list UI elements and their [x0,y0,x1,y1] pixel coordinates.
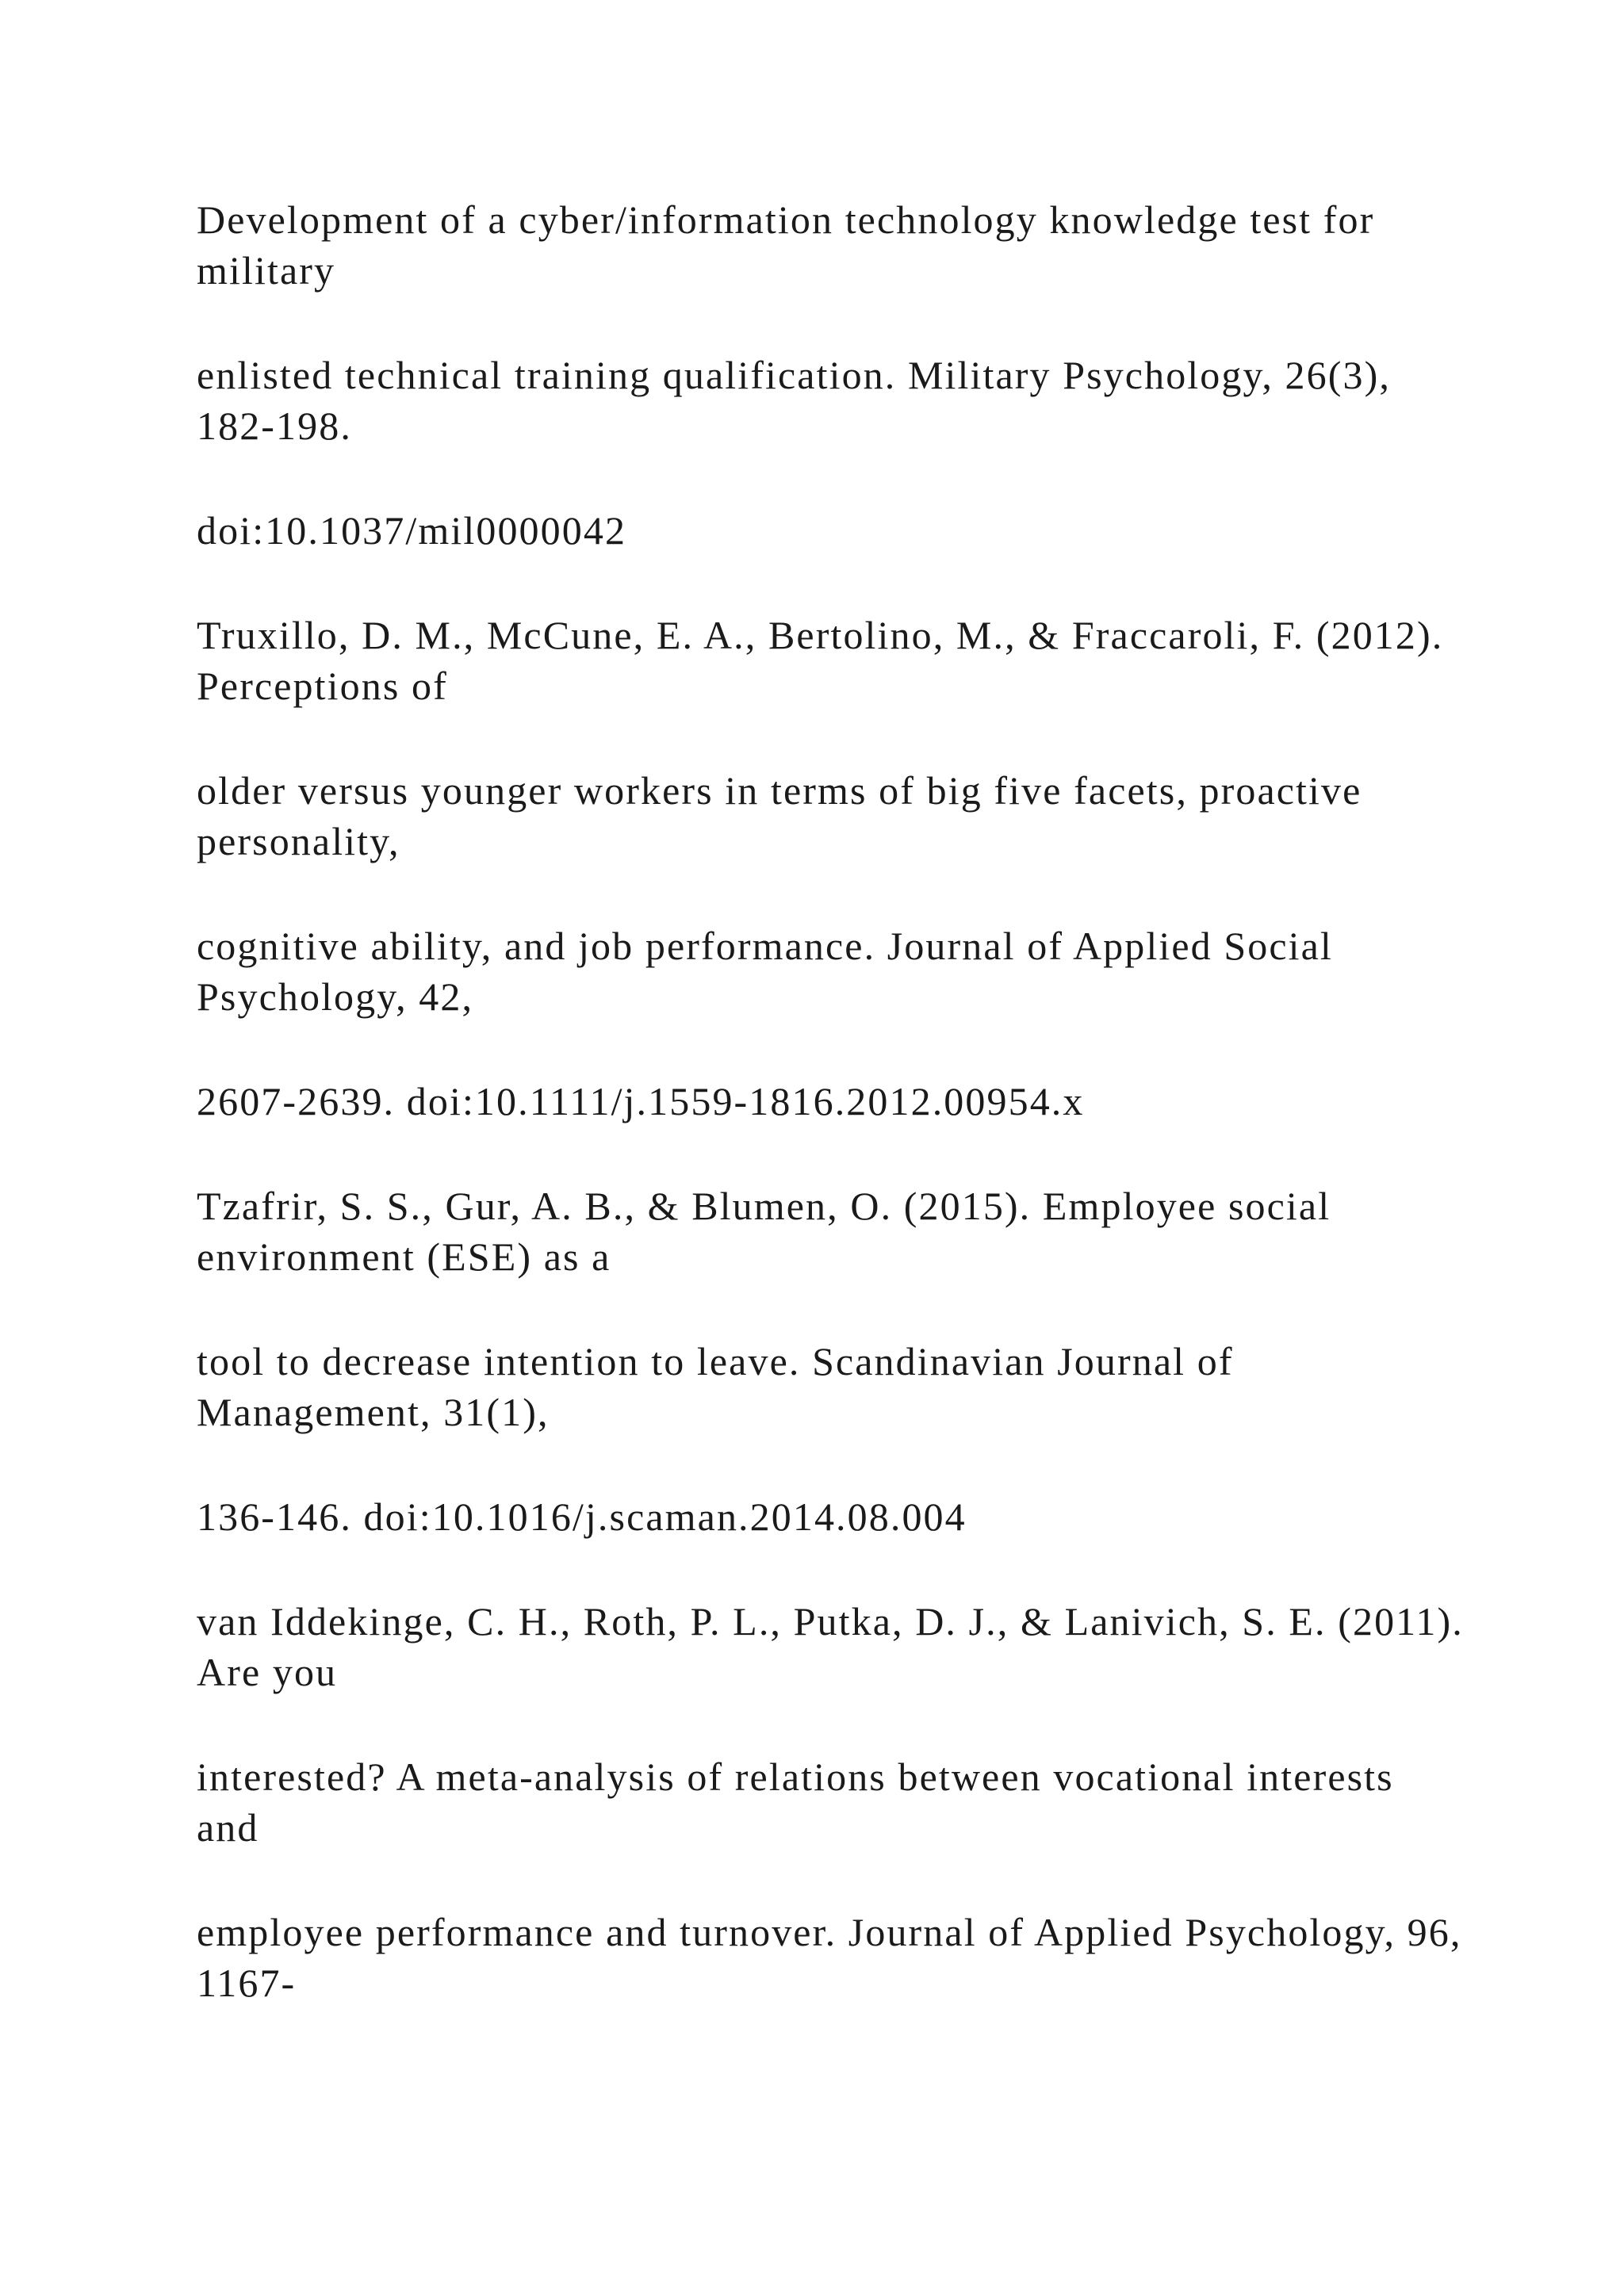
reference-line: cognitive ability, and job performance. Journal of Applied Social Psychology, 42, [197,924,1333,1019]
reference-line: van Iddekinge, C. H., Roth, P. L., Putka, D. J., & Lanivich, S. E. (2011). Are you [197,1599,1464,1694]
reference-line: tool to decrease intention to leave. Scandinavian Journal of Management, 31(1), [197,1339,1234,1434]
reference-line: Tzafrir, S. S., Gur, A. B., & Blumen, O. (2015). Employee social environment (ESE) as a [197,1184,1331,1279]
reference-line: 2607-2639. doi:10.1111/j.1559-1816.2012.00954.x [197,1079,1085,1123]
reference-list [197,194,1465,2062]
reference-line: employee performance and turnover. Journal of Applied Psychology, 96, 1167- [197,1910,1462,2005]
reference-line: Development of a cyber/information technology knowledge test for military [197,197,1375,293]
reference-line: Truxillo, D. M., McCune, E. A., Bertolino, M., & Fraccaroli, F. (2012). Perceptions of [197,613,1444,708]
reference-line: interested? A meta-analysis of relations between vocational interests and [197,1755,1394,1850]
reference-line: 136-146. doi:10.1016/j.scaman.2014.08.004 [197,1494,967,1539]
reference-line: enlisted technical training qualification. Military Psychology, 26(3), 182-198. [197,353,1391,448]
reference-line: older versus younger workers in terms of big five facets, proactive personality, [197,768,1362,863]
reference-line: doi:10.1037/mil0000042 [197,508,627,553]
